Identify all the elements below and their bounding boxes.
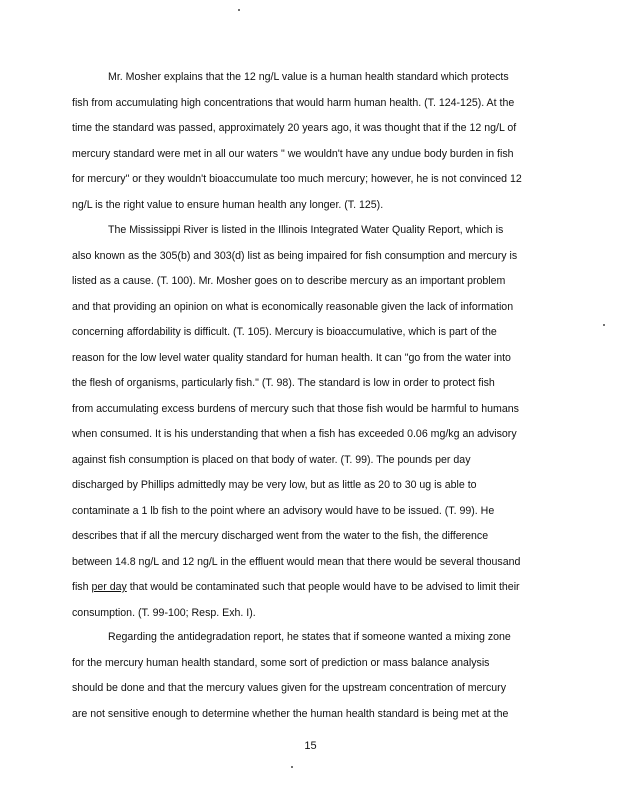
text-line: Regarding the antidegradation report, he states that if someone wanted a mixing zone: [108, 631, 511, 643]
scan-speck: [238, 9, 240, 11]
text-line: describes that if all the mercury discharged went from the water to the fish, the difference: [72, 530, 489, 542]
text-run: fish: [72, 581, 92, 593]
text-line: contaminate a 1 lb fish to the point where an advisory would have to be issued. (T. 99). He: [72, 504, 495, 517]
text-line: listed as a cause. (T. 100). Mr. Mosher goes on to describe mercury as an important problem: [72, 275, 506, 287]
text-run: that would be contaminated such that people would have to be advised to limit their: [126, 581, 520, 593]
scan-speck: [603, 324, 605, 326]
text-line: should be done and that the mercury values given for the upstream concentration of mercury: [72, 682, 506, 694]
text-line: and that providing an opinion on what is economically reasonable given the lack of information: [72, 300, 514, 313]
text-line: mercury standard were met in all our waters " we wouldn't have any undue body burden in fish: [72, 147, 514, 160]
text-line: discharged by Phillips admittedly may be very low, but as little as 20 to 30 ug is able to: [72, 479, 477, 491]
text-line: ng/L is the right value to ensure human health any longer. (T. 125).: [72, 198, 384, 211]
text-line: Mr. Mosher explains that the 12 ng/L value is a human health standard which protects: [108, 71, 509, 83]
text-line: also known as the 305(b) and 303(d) list as being impaired for fish consumption and mercury is: [72, 249, 518, 262]
page-number: 15: [304, 740, 317, 752]
text-line: consumption. (T. 99-100; Resp. Exh. I).: [72, 606, 256, 619]
text-line: time the standard was passed, approximately 20 years ago, it was thought that if the 12 ng/L of: [72, 122, 517, 134]
text-line: for the mercury human health standard, some sort of prediction or mass balance analysis: [72, 656, 490, 669]
underlined-text: per day: [91, 581, 127, 593]
text-line: [72, 581, 520, 594]
text-line: concerning affordability is difficult. (T. 105). Mercury is bioaccumulative, which is part of the: [72, 326, 497, 338]
text-line: when consumed. It is his understanding that when a fish has exceeded 0.06 mg/kg an advisory: [72, 428, 517, 440]
text-line: from accumulating excess burdens of mercury such that those fish would be harmful to humans: [72, 402, 519, 415]
text-line: against fish consumption is placed on that body of water. (T. 99). The pounds per day: [72, 453, 471, 466]
text-line: The Mississippi River is listed in the Illinois Integrated Water Quality Report, which is: [108, 224, 504, 236]
text-line: fish from accumulating high concentrations that would harm human health. (T. 124-125). At the: [72, 96, 515, 109]
text-line: are not sensitive enough to determine whether the human health standard is being met at the: [72, 707, 509, 720]
text-line: between 14.8 ng/L and 12 ng/L in the effluent would mean that there would be several thousand: [72, 555, 521, 568]
text-line: for mercury" or they wouldn't bioaccumulate too much mercury; however, he is not convinced 12: [72, 173, 522, 185]
scan-speck: [291, 766, 293, 768]
text-line: reason for the low level water quality standard for human health. It can "go from the water into: [72, 351, 511, 364]
text-line: the flesh of organisms, particularly fish." (T. 98). The standard is low in order to protect fish: [72, 377, 495, 389]
